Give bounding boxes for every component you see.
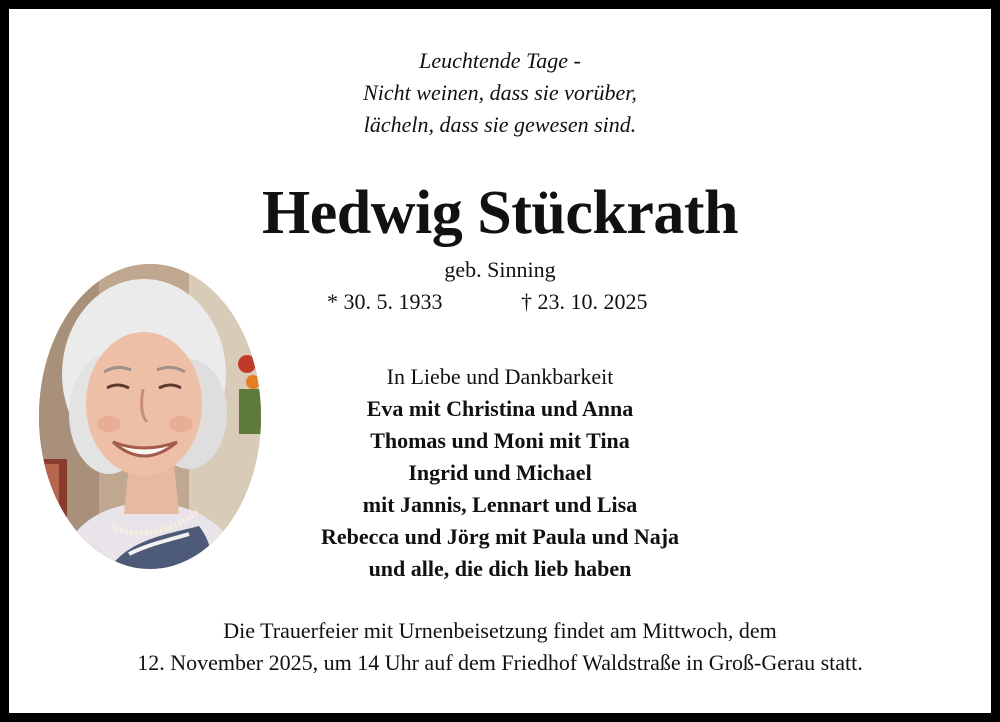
funeral-notice <box>9 615 991 679</box>
mourner-line: Eva mit Christina und Anna <box>366 396 634 421</box>
poem-line: lächeln, dass sie gewesen sind. <box>363 112 637 137</box>
notice-line: Die Trauerfeier mit Urnenbeisetzung findet am Mittwoch, dem <box>223 618 777 643</box>
notice-line: 12. November 2025, um 14 Uhr auf dem Friedhof Waldstraße in Groß-Gerau statt. <box>137 650 863 675</box>
poem-line: Nicht weinen, dass sie vorüber, <box>363 80 637 105</box>
mourner-line: und alle, die dich lieb haben <box>368 556 632 581</box>
mourners-intro: In Liebe und Dankbarkeit <box>386 364 614 389</box>
mourner-line: Rebecca und Jörg mit Paula und Naja <box>320 524 680 549</box>
death-date: † 23. 10. 2025 <box>521 289 648 314</box>
birth-name: geb. Sinning <box>444 257 556 282</box>
mourner-line: mit Jannis, Lennart und Lisa <box>362 492 638 517</box>
memorial-poem <box>9 45 991 141</box>
poem-line: Leuchtende Tage - <box>419 48 581 73</box>
mourners-list <box>9 361 991 585</box>
obituary-card <box>9 9 991 713</box>
deceased-name: Hedwig Stückrath <box>262 179 738 247</box>
mourner-line: Ingrid und Michael <box>408 460 592 485</box>
mourner-line: Thomas und Moni mit Tina <box>370 428 630 453</box>
birth-date: * 30. 5. 1933 <box>327 289 443 314</box>
